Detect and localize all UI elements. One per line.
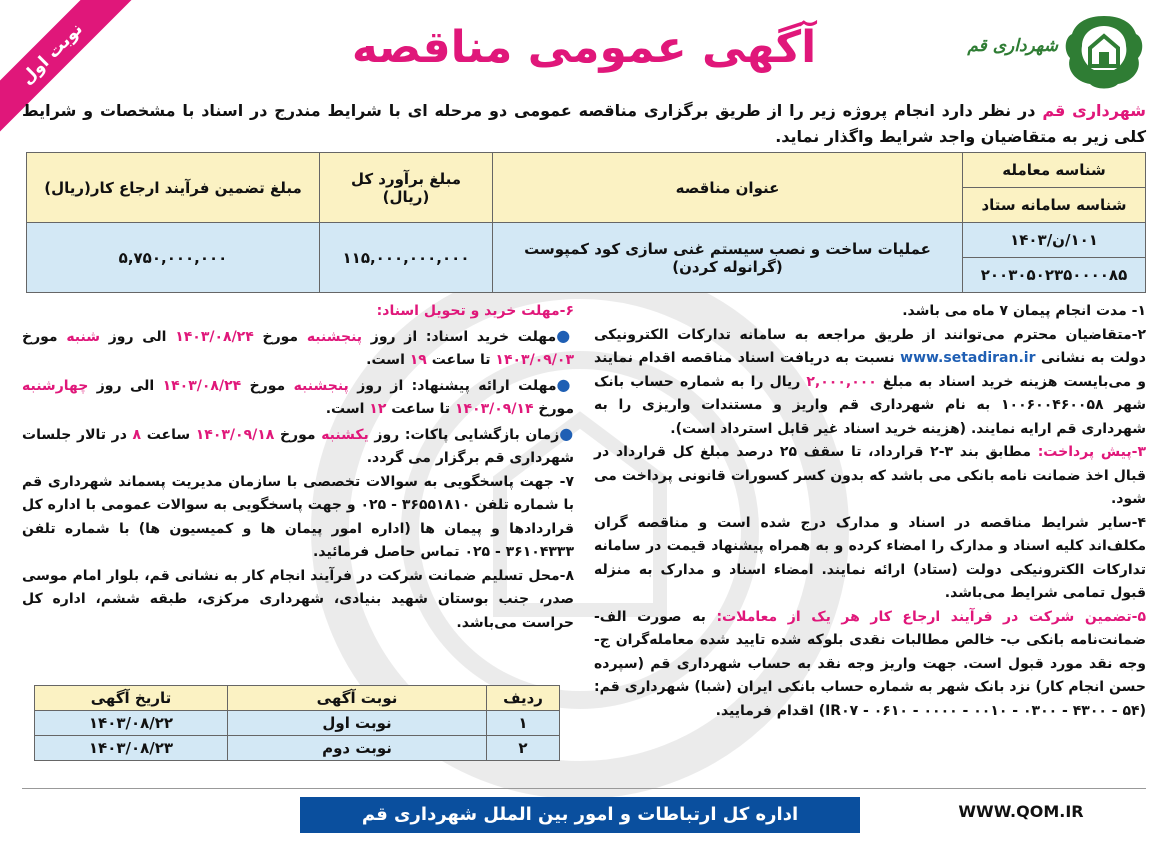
b2-text-d: مورخ bbox=[533, 401, 574, 417]
first-turn-ribbon: نوبت اول bbox=[0, 0, 135, 137]
left-column bbox=[22, 300, 574, 635]
clause-5-label: ۵-تضمین شرکت در فرآیند ارجاع کار هر یک از معاملات: bbox=[716, 608, 1146, 625]
header-title: عنوان مناقصه bbox=[493, 153, 963, 223]
intro-text: در نظر دارد انجام پروژه زیر را از طریق برگزاری مناقصه عمومی دو مرحله ای با شرایط مندرج در اسناد با مشخصات و شرایط کلی زیر به متقاضیان واجد شرایط واگذار نماید. bbox=[22, 101, 1146, 146]
b3-date: ۱۴۰۳/۰۹/۱۸ bbox=[195, 426, 275, 443]
bullet-icon: ● bbox=[556, 325, 575, 345]
notice-row-date: ۱۴۰۳/۰۸/۲۲ bbox=[35, 711, 228, 736]
clause-5 bbox=[594, 606, 1146, 724]
b3-text-b: مورخ bbox=[274, 426, 322, 443]
bullet-opening-time bbox=[22, 422, 574, 471]
header-deal-id: شناسه معامله bbox=[963, 153, 1146, 188]
clause-2 bbox=[594, 324, 1146, 442]
notice-row-turn: نوبت دوم bbox=[228, 736, 487, 761]
header-guarantee: مبلغ تضمین فرآیند ارجاع کار(ریال) bbox=[27, 153, 320, 223]
b1-text-c: الی روز bbox=[100, 328, 176, 345]
footer-banner: اداره کل ارتباطات و امور بین الملل شهرداری قم bbox=[300, 797, 860, 833]
b1-text-d: مورخ bbox=[22, 328, 67, 345]
bullet-icon: ● bbox=[559, 423, 574, 443]
header bbox=[0, 6, 1168, 96]
cell-setad-id: ۲۰۰۳۰۵۰۲۳۵۰۰۰۰۸۵ bbox=[963, 258, 1146, 293]
clause-6-heading: ۶-مهلت خرید و تحویل اسناد: bbox=[376, 303, 574, 319]
b3-text-d: در تالار جلسات شهرداری قم برگزار می گردد. bbox=[22, 426, 574, 466]
b1-text-f: است. bbox=[366, 352, 410, 368]
b2-text-b: مورخ bbox=[241, 377, 294, 394]
notice-row-turn: نوبت اول bbox=[228, 711, 487, 736]
qom-municipality-logo bbox=[967, 12, 1146, 92]
b1-date1: ۱۴۰۳/۰۸/۲۴ bbox=[175, 328, 254, 345]
b2-date2: ۱۴۰۳/۰۹/۱۴ bbox=[454, 401, 534, 417]
bullet-purchase-deadline bbox=[22, 324, 574, 373]
b3-text-a: زمان بازگشایی پاکات: روز bbox=[368, 426, 560, 443]
table-row bbox=[35, 736, 560, 761]
footer-url-link[interactable]: WWW.QOM.IR bbox=[958, 802, 1084, 821]
notice-header-row: ردیف bbox=[487, 686, 560, 711]
clause-5-text: به صورت الف- ضمانت‌نامه بانکی ب- خالص مطالبات نقدی بلوکه شده تایید شده معامله‌گران ج- وجه نقد مورد قبول است. جهت واریز وجه نقد به حساب شهرداری قم (سپرده حسن انجام کار) نزد بانک شهر به شماره حساب بانکی ایران (شبا) شهرداری قم: (۵۴ - ۴۳۰۰ - ۰۳۰۰ - ۰۰۱۰ - ۰۰۰۰ - ۰۶۱۰ - IR۰۷) اقدام فرمایید. bbox=[594, 608, 1146, 719]
notice-header-turn: نوبت آگهی bbox=[228, 686, 487, 711]
notice-row-date: ۱۴۰۳/۰۸/۲۳ bbox=[35, 736, 228, 761]
b1-day1: پنجشنبه bbox=[306, 328, 363, 345]
clause-3 bbox=[594, 441, 1146, 512]
b1-text-e: تا ساعت bbox=[426, 352, 496, 368]
b2-text-a: مهلت ارائه پیشنهاد: از روز bbox=[348, 377, 557, 394]
notice-table bbox=[34, 685, 560, 761]
b3-day: یکشنبه bbox=[321, 426, 369, 443]
notice-row-number: ۲ bbox=[487, 736, 560, 761]
b2-day2: چهارشنبه bbox=[22, 377, 89, 394]
b1-day2: شنبه bbox=[66, 328, 100, 345]
b2-hour: ۱۲ bbox=[369, 401, 387, 417]
bullet-icon: ● bbox=[556, 374, 574, 394]
cell-estimate: ۱۱۵,۰۰۰,۰۰۰,۰۰۰ bbox=[320, 223, 493, 293]
page-title: آگهی عمومی مناقصه bbox=[351, 22, 817, 73]
b1-date2: ۱۴۰۳/۰۹/۰۳ bbox=[495, 352, 574, 368]
clause-3-text: مطابق بند ۳-۲ قرارداد، تا سقف ۲۵ درصد مبلغ کل قرارداد در قبال اخذ ضمانت نامه بانکی می باشد که بدون کسر کسورات قانونی پرداخت می شود. bbox=[594, 444, 1146, 507]
b3-hour: ۸ bbox=[132, 426, 142, 443]
setad-link[interactable]: www.setadiran.ir bbox=[900, 350, 1036, 366]
right-column bbox=[594, 300, 1146, 723]
b2-text-f: است. bbox=[325, 401, 370, 417]
b1-text-b: مورخ bbox=[253, 328, 307, 345]
intro-org: شهرداری قم bbox=[1042, 101, 1146, 120]
b2-text-e: تا ساعت bbox=[386, 401, 455, 417]
clause-4: ۴-سایر شرایط مناقصه در اسناد و مدارک درج شده است و مناقصه گران مکلف‌اند کلیه اسناد و مدارک را امضاء کرده و به همراه پیشنهاد قیمت در سامانه تدارکات الکترونیکی دولت (ستاد) ارائه نمایند. امضاء اسناد و مدارک به منزله قبول تمامی شرایط می‌باشد. bbox=[594, 514, 1146, 601]
intro-paragraph bbox=[22, 98, 1146, 150]
logo-text: شهرداری قم bbox=[967, 36, 1058, 56]
header-estimate: مبلغ برآورد کل (ریال) bbox=[320, 153, 493, 223]
notice-row-number: ۱ bbox=[487, 711, 560, 736]
clause-3-label: ۳-پیش پرداخت: bbox=[1037, 444, 1146, 460]
cell-guarantee: ۵,۷۵۰,۰۰۰,۰۰۰ bbox=[27, 223, 320, 293]
clause-7: ۷- جهت پاسخگویی به سوالات تخصصی با سازمان مدیریت پسماند شهرداری قم با شماره تلفن ۳۶۵۵۱۸۱۰ - ۰۲۵ و جهت پاسخگویی به سوالات عمومی با اداره کل قراردادها و پیمان ها (اداره امور پیمان ها و کمیسیون ها) با شماره تلفن ۳۶۱۰۴۳۳۳ - ۰۲۵ تماس حاصل فرمائید. bbox=[22, 473, 574, 560]
b3-text-c: ساعت bbox=[141, 426, 196, 443]
tender-table bbox=[26, 152, 1146, 293]
b2-text-c: الی روز bbox=[88, 377, 163, 394]
b2-date1: ۱۴۰۳/۰۸/۲۴ bbox=[162, 377, 242, 394]
header-setad-id: شناسه سامانه ستاد bbox=[963, 188, 1146, 223]
b1-text-a: مهلت خرید اسناد: از روز bbox=[362, 328, 557, 345]
b1-hour: ۱۹ bbox=[409, 352, 427, 368]
bullet-offer-deadline bbox=[22, 373, 574, 422]
footer-divider bbox=[22, 788, 1146, 789]
cell-title: عملیات ساخت و نصب سیستم غنی سازی کود کمپوست (گرانوله کردن) bbox=[493, 223, 963, 293]
cell-deal-id: ۱۰۱/ن/۱۴۰۳ bbox=[963, 223, 1146, 258]
clause-2-text-c: ریال را به شماره حساب بانک شهر ۱۰۰۶۰۰۴۶۰۰۵۸ به نام شهرداری قم واریز و مستندات واریزی را به شهرداری قم ارایه نمایند. (هزینه خرید اسناد غیر قابل استرداد است). bbox=[594, 373, 1146, 437]
clause-2-amount: ۲,۰۰۰,۰۰۰ bbox=[806, 373, 877, 390]
clause-8: ۸-محل تسلیم ضمانت شرکت در فرآیند انجام کار به نشانی قم، بلوار امام موسی صدر، جنب بوستان شهید بنیادی، شهرداری مرکزی، طبقه ششم، اداره کل حراست می‌باشد. bbox=[22, 567, 574, 631]
clause-1: ۱- مدت انجام پیمان ۷ ماه می باشد. bbox=[902, 303, 1146, 319]
clause-2-text-b: نسبت به دریافت اسناد مناقصه اقدام نمایند و می‌بایست هزینه خرید اسناد به مبلغ bbox=[594, 350, 1147, 390]
notice-header-date: تاریخ آگهی bbox=[35, 686, 228, 711]
municipality-emblem-icon bbox=[1062, 12, 1146, 92]
b2-day1: پنجشنبه bbox=[293, 377, 349, 394]
table-row bbox=[35, 711, 560, 736]
clause-2-text-a: ۲-متقاضیان محترم می‌توانند از طریق مراجعه به سامانه تدارکات الکترونیکی دولت به نشانی bbox=[594, 326, 1146, 366]
